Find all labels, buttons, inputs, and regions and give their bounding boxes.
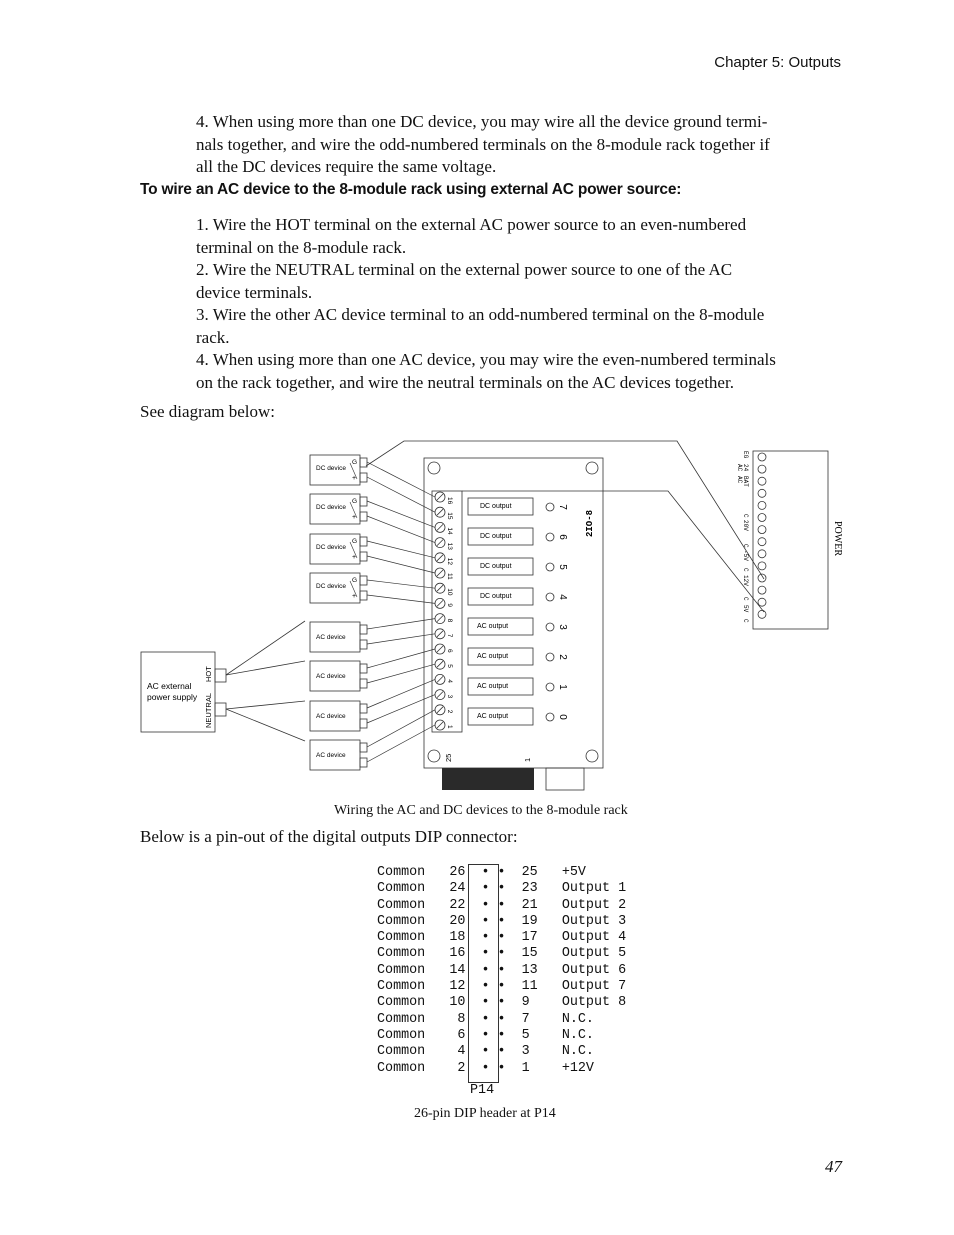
terminal-number: 3	[446, 694, 453, 699]
wire	[366, 441, 764, 579]
terminal-number: 16	[446, 497, 453, 505]
board-label: 2IO-8	[585, 509, 595, 537]
module-number: 7	[557, 504, 568, 510]
ac-step-line: rack.	[196, 327, 230, 347]
diagram-caption: Wiring the AC and DC devices to the 8-module rack	[334, 803, 628, 818]
power-pin-label: -5V	[742, 550, 749, 561]
screw-terminal	[435, 720, 453, 730]
plus-label: +	[352, 593, 357, 600]
power-pin	[758, 562, 766, 570]
pinout-row: Common 22 • • 21 Output 2	[377, 897, 627, 913]
screw-terminal	[435, 659, 453, 669]
screw-terminal	[435, 629, 453, 639]
ac-step-line: on the rack together, and wire the neutral terminals on the AC devices together.	[196, 372, 734, 392]
ac-step-line: terminal on the 8-module rack.	[196, 237, 407, 257]
pinout-row: Common 2 • • 1 +12V	[377, 1060, 594, 1076]
module-number: 5	[557, 564, 568, 570]
g-label: G	[352, 577, 358, 584]
dc-output-module	[468, 558, 568, 575]
ac-output-module	[468, 708, 568, 725]
module-number: 6	[557, 534, 568, 540]
led-indicator	[546, 563, 554, 571]
led-indicator	[546, 623, 554, 631]
terminal-number: 5	[446, 664, 453, 668]
power-pin-label: 12V	[742, 575, 749, 586]
dc-device	[310, 534, 367, 564]
screw-terminal	[435, 553, 453, 566]
mounting-hole	[586, 750, 598, 762]
power-label: POWER	[832, 521, 843, 556]
neutral-label: NEUTRAL	[204, 692, 213, 728]
dc-device-label: DC device	[316, 544, 346, 551]
dc-device-label: DC device	[316, 583, 346, 590]
power-pin-label: AC	[736, 464, 743, 472]
dc-device	[310, 573, 367, 603]
power-pin-label: 20V	[742, 520, 749, 531]
ac-step-line: 3. Wire the other AC device terminal to an odd-numbered terminal on the 8-module	[196, 305, 765, 324]
pinout-row: Common 14 • • 13 Output 6	[377, 962, 627, 978]
power-pin	[758, 489, 766, 497]
screw-terminal	[435, 705, 453, 715]
ac-device-label: AC device	[316, 752, 346, 759]
module-label: AC output	[477, 653, 509, 660]
terminal-number: 8	[446, 618, 453, 623]
g-label: G	[352, 459, 358, 466]
screw-terminal	[435, 674, 453, 684]
wire	[226, 701, 305, 709]
chapter-header: Chapter 5: Outputs	[714, 54, 841, 71]
device-wires	[367, 462, 435, 762]
ac-device-label: AC device	[316, 634, 346, 641]
ac-supply-label: AC external	[147, 681, 192, 691]
terminal-number: 6	[446, 649, 453, 653]
neutral-terminal	[215, 703, 226, 716]
ac-step-line: 1. Wire the HOT terminal on the external AC power source to an even-numbered	[196, 215, 747, 234]
power-pin	[758, 453, 766, 461]
terminal-number: 12	[446, 557, 453, 566]
module-label: AC output	[477, 713, 509, 720]
devices-group	[310, 455, 367, 770]
power-pin-label: C	[742, 544, 749, 548]
screw-terminal	[435, 522, 453, 535]
power-pin-label: AC	[736, 476, 743, 484]
dip-connector-black	[442, 768, 534, 790]
module-label: DC output	[480, 503, 512, 510]
ac-device	[310, 622, 367, 652]
module-label: DC output	[480, 593, 512, 600]
module-label: AC output	[477, 623, 509, 630]
wire	[226, 709, 305, 741]
plus-label: +	[352, 475, 357, 482]
power-pin-label: 5V	[742, 605, 749, 613]
ac-step-line: 4. When using more than one AC device, you may wire the even-numbered terminals	[196, 350, 776, 369]
rack-board	[424, 458, 603, 768]
ac-output-module	[468, 678, 568, 695]
dc-device-label: DC device	[316, 465, 346, 472]
module-label: DC output	[480, 533, 512, 540]
screw-terminal	[435, 644, 453, 654]
power-pin	[758, 477, 766, 485]
led-indicator	[546, 593, 554, 601]
module-label: AC output	[477, 683, 509, 690]
module-number: 4	[557, 594, 568, 600]
power-pin	[758, 586, 766, 594]
dc-step-4-line: 4. When using more than one DC device, you may wire all the device ground termi-	[196, 112, 768, 131]
p14-label: P14	[470, 1083, 495, 1098]
module-number: 1	[557, 684, 568, 690]
dc-device	[310, 494, 367, 524]
power-pin-label: C	[742, 568, 749, 572]
screw-terminal	[435, 583, 453, 596]
led-indicator	[546, 503, 554, 511]
ac-step-line: 2. Wire the NEUTRAL terminal on the external power source to one of the AC	[196, 260, 733, 279]
ac-device-label: AC device	[316, 673, 346, 680]
pinout-caption: 26-pin DIP header at P14	[414, 1106, 556, 1121]
ac-device-label: AC device	[316, 713, 346, 720]
terminal-strip-group	[367, 462, 453, 762]
ac-device	[310, 740, 367, 770]
module-label: DC output	[480, 563, 512, 570]
dc-device	[310, 455, 367, 485]
screw-terminal	[435, 614, 453, 624]
pinout-row: Common 20 • • 19 Output 3	[377, 913, 627, 929]
dc-output-module	[468, 588, 568, 605]
hot-label: HOT	[204, 666, 213, 682]
power-pin	[758, 538, 766, 546]
module-number: 0	[557, 714, 568, 720]
pinout-intro: Below is a pin-out of the digital outputs DIP connector:	[140, 827, 518, 846]
power-pin	[758, 514, 766, 522]
terminal-number: 10	[446, 588, 453, 596]
power-pin-label: EG	[742, 451, 749, 459]
terminal-number: 9	[446, 603, 453, 608]
wire	[226, 661, 305, 675]
power-pin	[758, 465, 766, 473]
section-heading: To wire an AC device to the 8-module rack using external AC power source:	[140, 181, 682, 198]
ac-output-module	[468, 648, 568, 665]
plus-label: +	[352, 514, 357, 521]
screw-terminal	[435, 690, 453, 700]
pinout-row: Common 12 • • 11 Output 7	[377, 979, 627, 995]
terminal-number: 15	[446, 512, 453, 520]
module-number: 3	[557, 624, 568, 630]
terminal-number: 11	[446, 573, 453, 580]
pin-1-label: 1	[523, 757, 532, 762]
pinout-row: Common 4 • • 3 N.C.	[377, 1044, 594, 1060]
power-pin-label: C	[742, 597, 749, 601]
ac-step-line: device terminals.	[196, 282, 313, 302]
terminal-number: 13	[446, 542, 453, 550]
modules-group	[468, 498, 568, 725]
pinout-row: Common 16 • • 15 Output 5	[377, 946, 627, 962]
pinout-row: Common 6 • • 5 N.C.	[377, 1027, 594, 1043]
power-pin-label: C	[742, 619, 749, 623]
dc-output-module	[468, 528, 568, 545]
terminal-number: 4	[446, 679, 453, 684]
screw-terminal	[435, 492, 453, 505]
dc-output-module	[468, 498, 568, 515]
screw-terminal	[435, 598, 453, 608]
ac-device	[310, 661, 367, 691]
terminal-number: 2	[446, 709, 453, 714]
pinout-row: Common 18 • • 17 Output 4	[377, 930, 627, 946]
g-label: G	[352, 498, 358, 505]
plus-label: +	[352, 554, 357, 561]
power-pin-label: 24	[742, 464, 749, 472]
terminal-number: 14	[446, 527, 453, 535]
led-indicator	[546, 533, 554, 541]
g-label: G	[352, 538, 358, 545]
screw-terminal	[435, 568, 453, 580]
page-number: 47	[825, 1157, 842, 1176]
power-pin	[758, 610, 766, 618]
hot-terminal	[215, 669, 226, 682]
pinout-row: Common 8 • • 7 N.C.	[377, 1011, 594, 1027]
terminal-number: 7	[446, 633, 453, 638]
power-pin	[758, 526, 766, 534]
led-indicator	[546, 683, 554, 691]
pinout-row: Common 26 • • 25 +5V	[377, 865, 586, 880]
power-pin-label: C	[742, 514, 749, 518]
power-pin-label: BAT	[742, 476, 749, 487]
connector-white	[546, 768, 584, 790]
screw-terminal	[435, 507, 453, 520]
led-indicator	[546, 713, 554, 721]
dc-device-label: DC device	[316, 504, 346, 511]
mounting-hole	[428, 750, 440, 762]
ac-device	[310, 701, 367, 731]
dc-step-4-line: all the DC devices require the same voltage.	[196, 157, 497, 176]
led-indicator	[546, 653, 554, 661]
ac-supply-label: power supply	[147, 692, 198, 702]
ac-output-module	[468, 618, 568, 635]
power-pin	[758, 501, 766, 509]
terminal-number: 1	[446, 725, 453, 729]
power-pin	[758, 550, 766, 558]
module-number: 2	[557, 654, 568, 660]
pinout-row: Common 10 • • 9 Output 8	[377, 995, 627, 1011]
mounting-hole	[428, 462, 440, 474]
power-pins-group	[736, 451, 766, 623]
dc-step-4-line: nals together, and wire the odd-numbered terminals on the 8-module rack together if	[196, 134, 770, 154]
wire	[226, 621, 305, 675]
screw-terminal	[435, 538, 453, 551]
power-pin	[758, 598, 766, 606]
pin-25-label: 25	[444, 753, 453, 762]
pinout-table	[377, 865, 626, 1077]
mounting-hole	[586, 462, 598, 474]
pinout-row: Common 24 • • 23 Output 1	[377, 881, 627, 897]
see-diagram-text: See diagram below:	[140, 402, 276, 421]
